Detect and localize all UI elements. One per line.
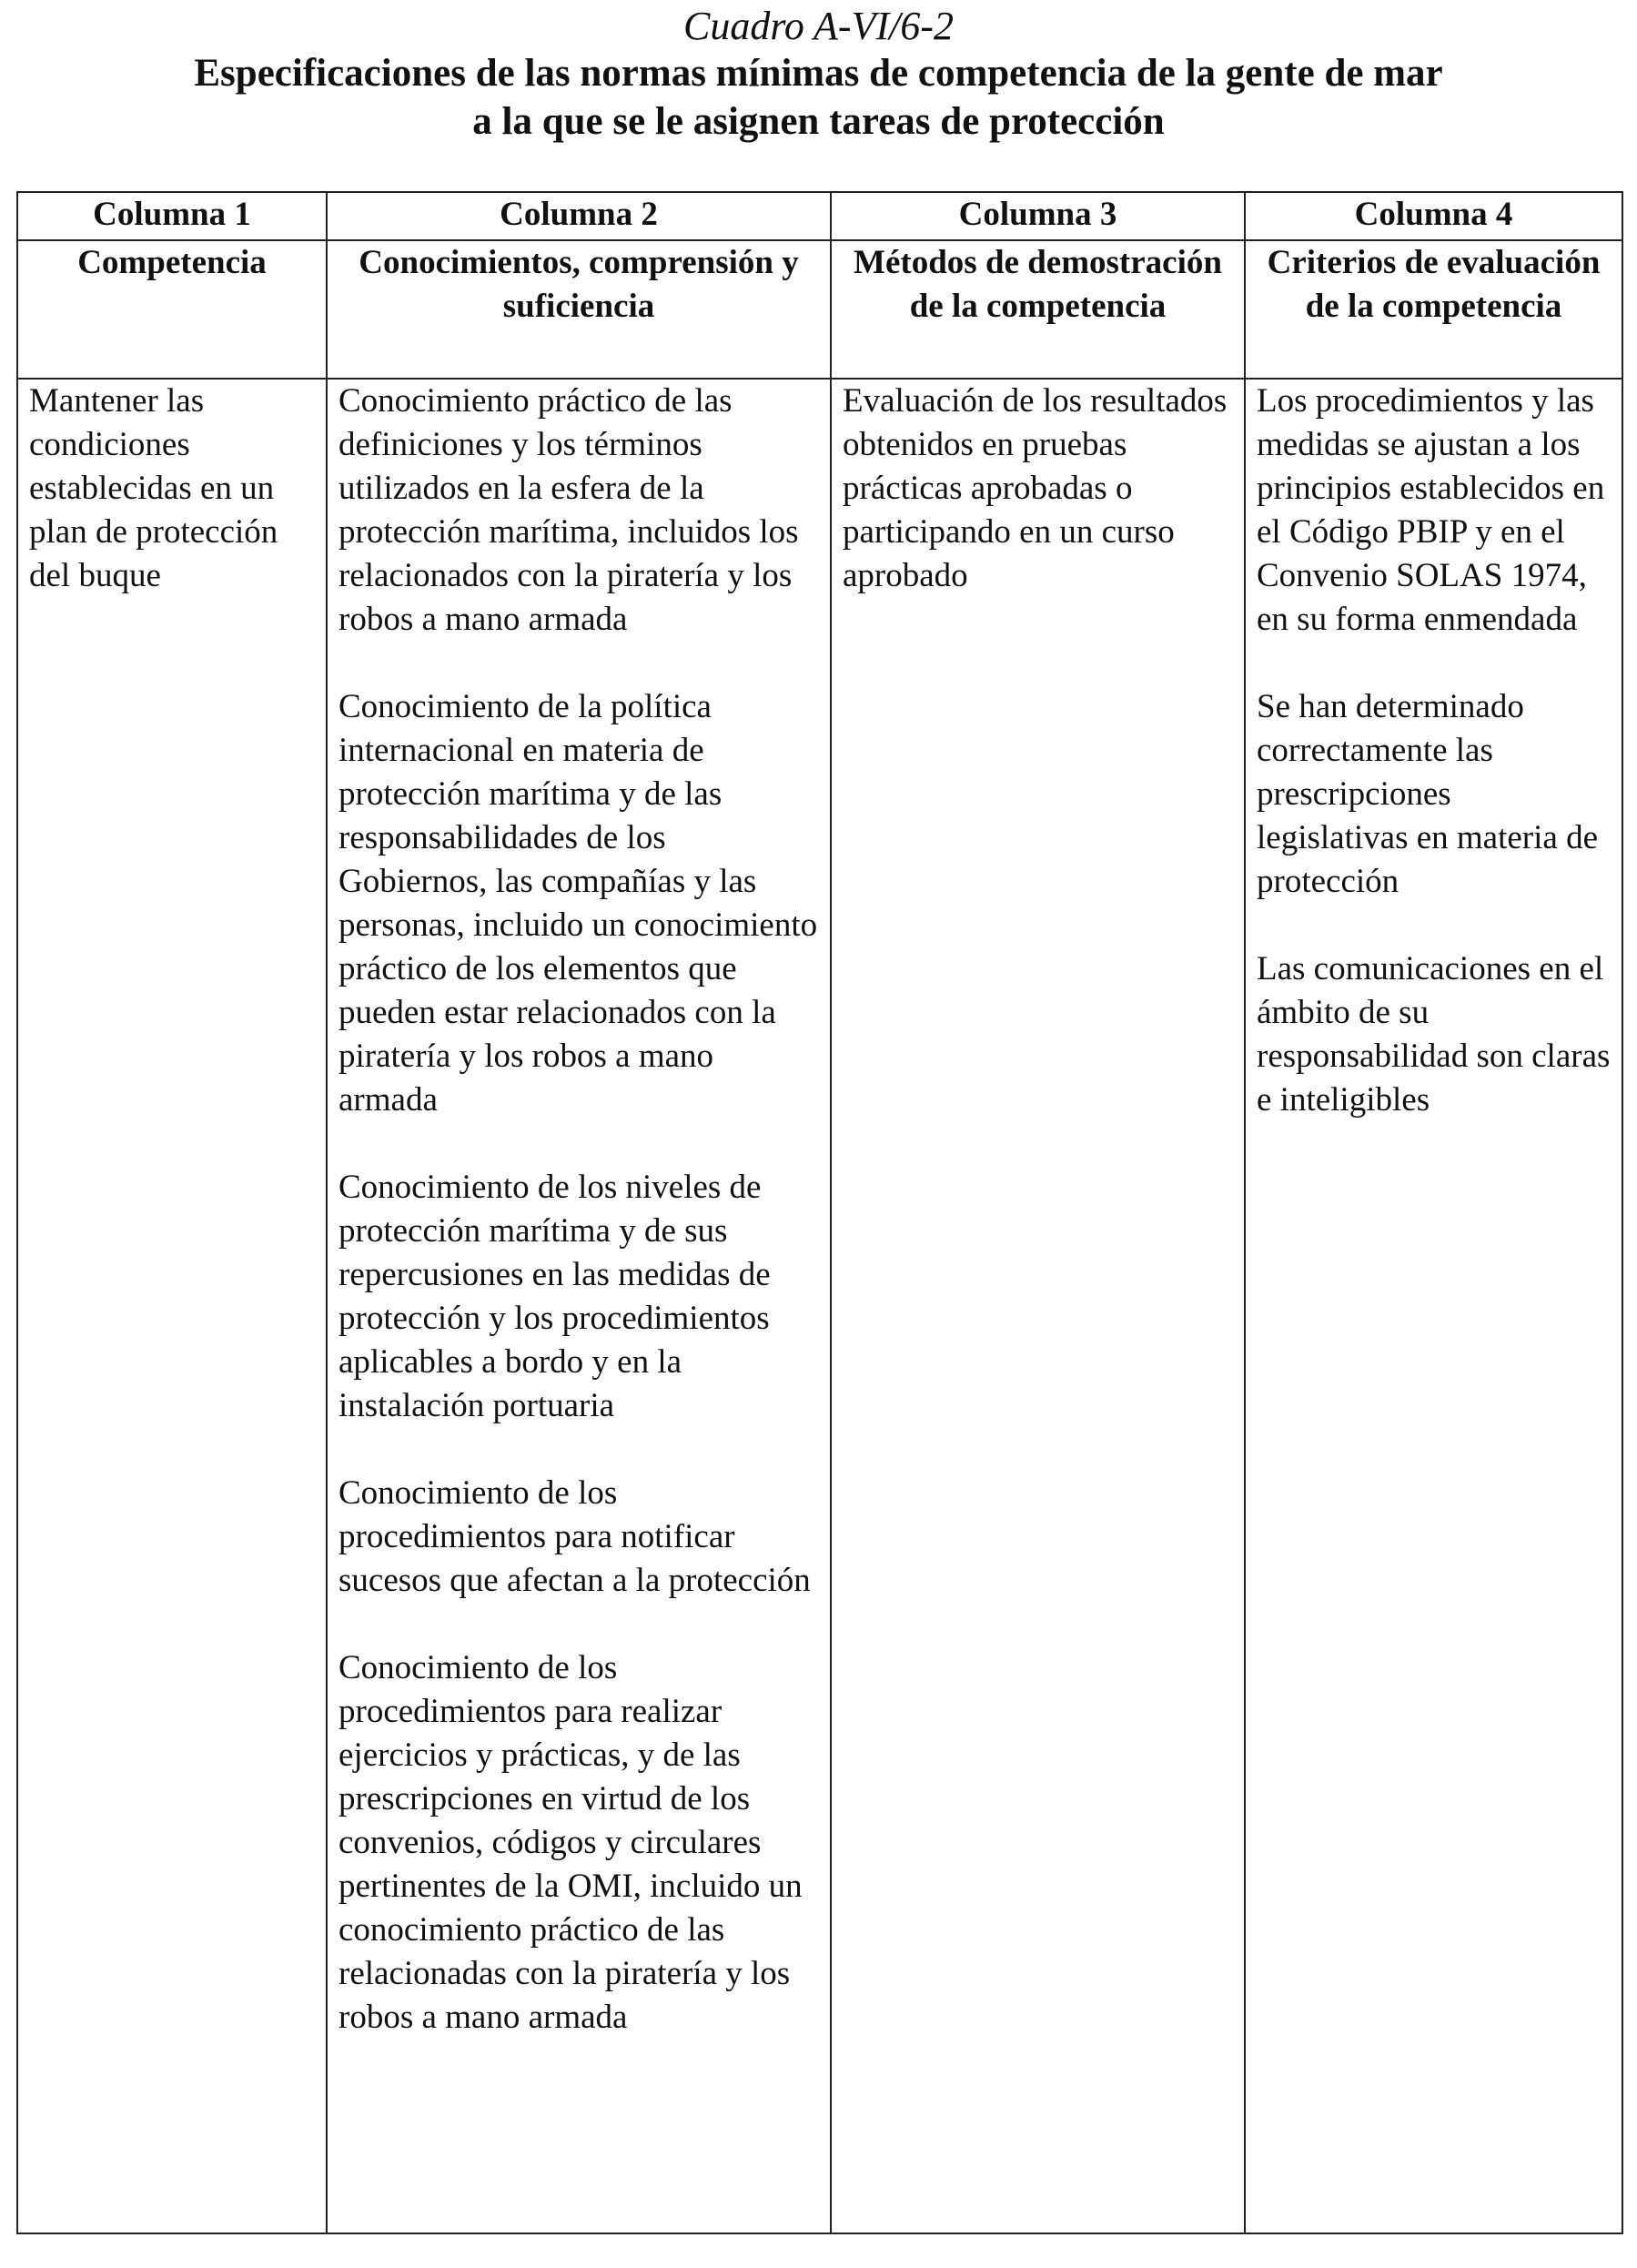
column-heading-row [17, 240, 1622, 379]
conocimientos-cell [327, 379, 831, 2233]
column-3-number: Columna 3 [831, 192, 1245, 240]
metodos-cell [831, 379, 1245, 2233]
column-2-heading: Conocimientos, comprensión y suficiencia [327, 240, 831, 379]
column-1-heading: Competencia [17, 240, 327, 379]
table-number: Cuadro A-VI/6-2 [683, 4, 954, 48]
column-number-row [17, 192, 1622, 240]
conocimientos-item: Conocimiento de la política internacional en materia de protección marítima y de las responsabilidades de los Gobiernos, las compañías y las personas, incluido un conocimiento práctico de los elementos que pueden estar relacionados con la piratería y los robos a mano armada [339, 688, 818, 1119]
criterios-item: Los procedimientos y las medidas se ajustan a los principios establecidos en el Código PBIP y en el Convenio SOLAS 1974, en su forma enmendada [1257, 382, 1605, 638]
table-row [17, 379, 1622, 2233]
table-title-line-2: a la que se le asignen tareas de protección [472, 100, 1165, 143]
conocimientos-item: Conocimiento de los procedimientos para notificar sucesos que afectan a la protección [339, 1474, 811, 1599]
metodos-text: Evaluación de los resultados obtenidos en pruebas prácticas aprobadas o participando en un curso aprobado [843, 382, 1228, 594]
column-1-number: Columna 1 [17, 192, 327, 240]
competencia-text: Mantener las condiciones establecidas en un plan de protección del buque [29, 382, 278, 594]
column-4-number: Columna 4 [1245, 192, 1622, 240]
column-3-heading: Métodos de demostración de la competencia [831, 240, 1245, 379]
competencia-cell [17, 379, 327, 2233]
criterios-cell [1245, 379, 1622, 2233]
criterios-item: Las comunicaciones en el ámbito de su responsabilidad son claras e inteligibles [1257, 950, 1611, 1119]
conocimientos-item: Conocimiento de los procedimientos para realizar ejercicios y prácticas, y de las prescripciones en virtud de los convenios, códigos y circulares pertinentes de la OMI, incluido un conocimiento práctico de las relacionadas con la piratería y los robos a mano armada [339, 1649, 803, 2036]
competence-table [16, 191, 1623, 2234]
column-4-heading: Criterios de evaluación de la competencia [1245, 240, 1622, 379]
criterios-item: Se han determinado correctamente las prescripciones legislativas en materia de protección [1257, 688, 1598, 900]
conocimientos-item: Conocimiento práctico de las definiciones y los términos utilizados en la esfera de la protección marítima, incluidos los relacionados con la piratería y los robos a mano armada [339, 382, 799, 638]
conocimientos-item: Conocimiento de los niveles de protección marítima y de sus repercusiones en las medidas de protección y los procedimientos aplicables a bordo y en la instalación portuaria [339, 1169, 771, 1424]
table-title-line-1: Especificaciones de las normas mínimas de competencia de la gente de mar [194, 52, 1443, 95]
table-caption [0, 0, 1637, 146]
column-2-number: Columna 2 [327, 192, 831, 240]
